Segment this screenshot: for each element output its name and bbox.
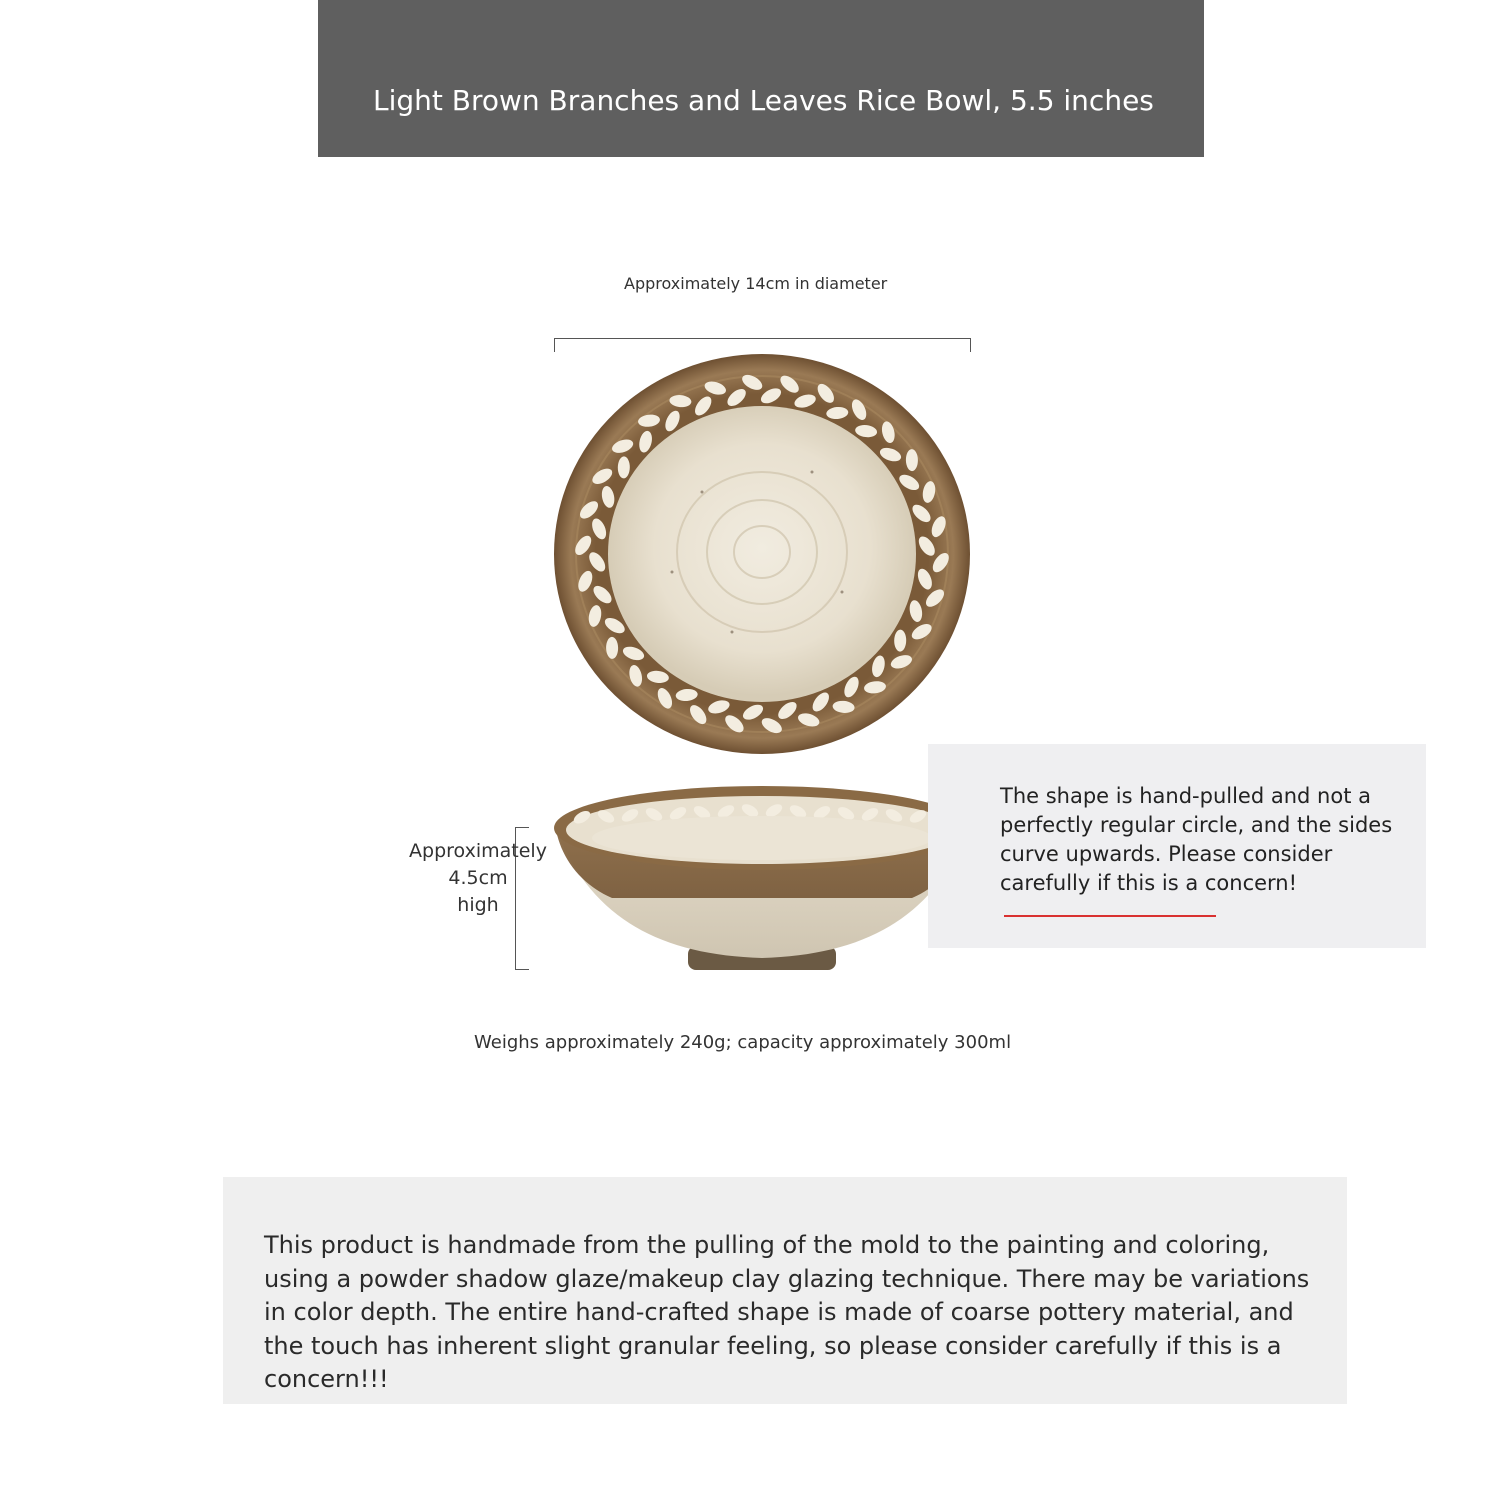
product-title: Light Brown Branches and Leaves Rice Bowl, 5.5 inches <box>373 84 1154 117</box>
weight-capacity-text: Weighs approximately 240g; capacity approximately 300ml <box>474 1032 1012 1053</box>
shape-note-text: The shape is hand-pulled and not a perfectly regular circle, and the sides curve upwards. Please consider carefully if this is a concern! <box>1000 784 1393 895</box>
accent-underline <box>1004 915 1216 917</box>
height-label-line2: 4.5cm <box>448 867 508 889</box>
bowl-top-view-image <box>552 352 972 756</box>
bowl-side-view-image <box>552 780 972 976</box>
height-label <box>404 838 552 919</box>
material-note-text: This product is handmade from the pulling of the mold to the painting and coloring, using a powder shadow glaze/makeup clay glazing technique. There may be variations in color depth. The entire hand-crafted shape is made of coarse pottery material, and the touch has inherent slight granular feeling, so please consider carefully if this is a concern!!! <box>264 1231 1310 1393</box>
diameter-bracket <box>554 338 971 352</box>
shape-note-box <box>928 744 1426 948</box>
title-banner <box>318 0 1204 157</box>
height-label-line1: Approximately <box>409 840 547 862</box>
material-note-box <box>223 1177 1347 1404</box>
height-label-line3: high <box>457 894 499 916</box>
diameter-label: Approximately 14cm in diameter <box>624 274 888 293</box>
